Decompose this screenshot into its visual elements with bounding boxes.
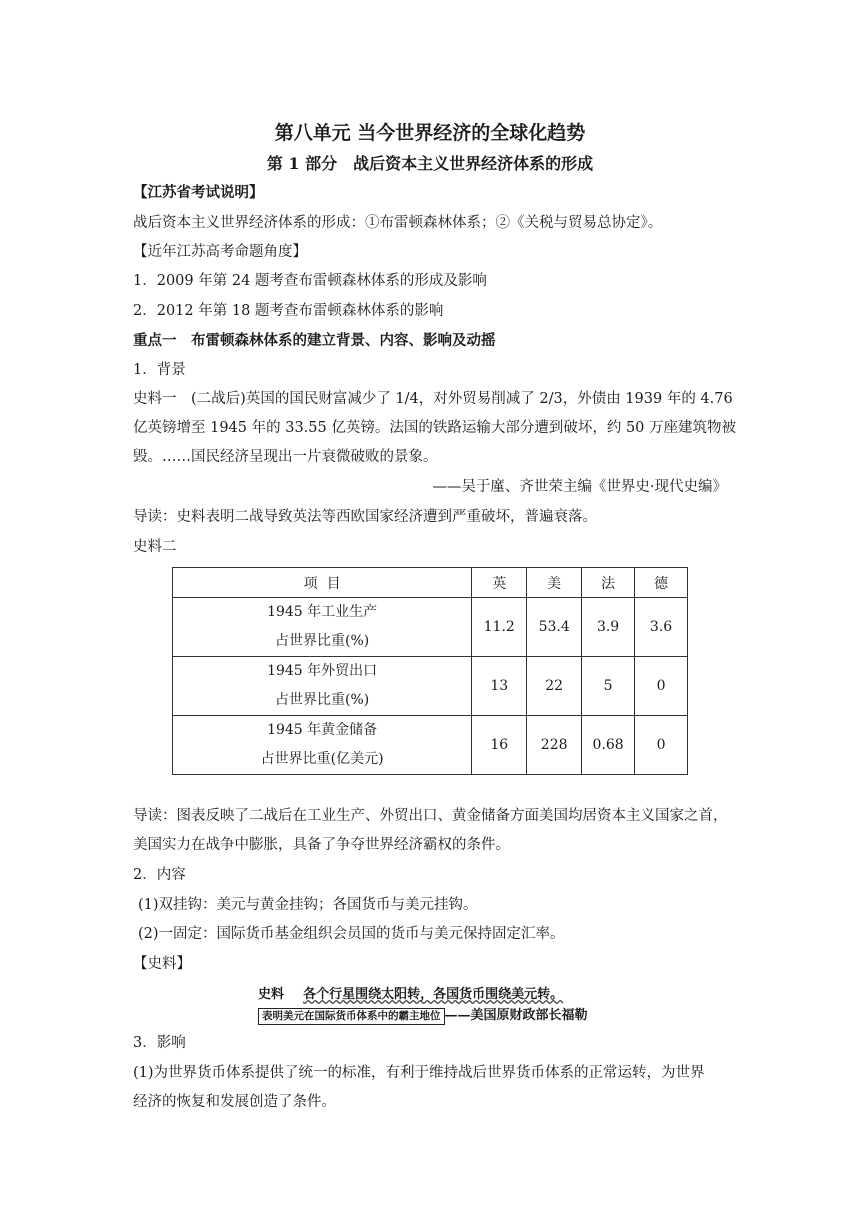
guide-2-line-2: 美国实力在战争中膨胀，具备了争夺世界经济霸权的条件。 [133,837,510,853]
quote-text: 各个行星围绕太阳转，各国货币围绕美元转。 [303,987,564,1002]
content-item-1: (1)双挂钩：美元与黄金挂钩；各国货币与美元挂钩。 [138,897,478,913]
source1-line-2: 亿英镑增至 1945 年的 33.55 亿英镑。法国的铁路运输大部分遭到破坏，约 50 万座建筑物被 [133,420,737,436]
key-point-heading: 重点一 布雷顿森林体系的建立背景、内容、影响及动摇 [133,332,496,349]
impact-item-1-line-2: 经济的恢复和发展创造了条件。 [133,1094,336,1110]
header-de: 德 [635,568,688,598]
exam-heading: 【江苏省考试说明】 [133,184,264,201]
recent-heading: 【近年江苏高考命题角度】 [133,244,307,260]
data-table [172,567,688,775]
row-item-line-2: 占世界比重(%) [275,633,370,649]
source-heading: 【史料】 [133,956,191,972]
cell-uk: 16 [472,716,527,775]
source1-line-3: 毁。……国民经济呈现出一片衰微破败的景象。 [133,449,438,465]
table-row [173,657,688,716]
cell-fr: 5 [582,657,635,716]
cell-us: 22 [527,657,582,716]
recent-item-2: 2．2012 年第 18 题考查布雷顿森林体系的影响 [133,303,444,319]
header-us: 美 [527,568,582,598]
section-title: 第 1 部分 战后资本主义世界经济体系的形成 [266,154,594,173]
cell-uk: 11.2 [472,598,527,657]
cell-de: 0 [635,657,688,716]
cell-fr: 0.68 [582,716,635,775]
background-heading: 1．背景 [133,362,186,378]
table-header-row [173,568,688,598]
unit-title: 第八单元 当今世界经济的全球化趋势 [274,122,586,144]
cell-us: 228 [527,716,582,775]
header-uk: 英 [472,568,527,598]
row-item-line-1: 1945 年工业生产 [267,604,378,620]
row-item-line-2: 占世界比重(%) [275,692,370,708]
impact-item-1-line-1: (1)为世界货币体系提供了统一的标准，有利于维持战后世界货币体系的正常运转，为世界 [133,1065,705,1081]
recent-item-1: 1．2009 年第 24 题考查布雷顿森林体系的形成及影响 [133,273,487,289]
header-fr: 法 [582,568,635,598]
row-item-line-1: 1945 年外贸出口 [267,663,378,679]
source1-line-1: 史料一 (二战后)英国的国民财富减少了 1/4，对外贸易削减了 2/3，外债由 1939 年的 4.76 [133,391,733,407]
exam-text: 战后资本主义世界经济体系的形成：①布雷顿森林体系；②《关税与贸易总协定》。 [133,215,663,231]
table-row [173,598,688,657]
guide-2-line-1: 导读：图表反映了二战后在工业生产、外贸出口、黄金储备方面美国均居资本主义国家之首， [133,808,728,824]
row-item-line-1: 1945 年黄金储备 [267,722,378,738]
quote-citation: ——美国原财政部长福勒 [444,1008,588,1023]
row-item [173,657,472,716]
source-quote-note [258,1004,588,1025]
row-item [173,598,472,657]
content-heading: 2．内容 [133,867,186,883]
cell-de: 3.6 [635,598,688,657]
header-item: 项 目 [173,568,472,598]
impact-heading: 3．影响 [133,1035,186,1051]
source2-label: 史料二 [133,539,177,555]
cell-de: 0 [635,716,688,775]
cell-fr: 3.9 [582,598,635,657]
row-item [173,716,472,775]
content-item-2: (2)一固定：国际货币基金组织会员国的货币与美元保持固定汇率。 [138,926,565,942]
source1-citation: ——吴于廑、齐世荣主编《世界史·现代史编》 [432,479,727,495]
row-item-line-2: 占世界比重(亿美元) [260,751,384,767]
source-quote [258,983,563,1002]
table-row [173,716,688,775]
quote-note-box: 表明美元在国际货币体系中的霸主地位 [258,1008,445,1025]
cell-us: 53.4 [527,598,582,657]
cell-uk: 13 [472,657,527,716]
quote-label: 史料 [258,987,285,1002]
guide-1: 导读：史料表明二战导致英法等西欧国家经济遭到严重破坏，普遍衰落。 [133,509,597,525]
